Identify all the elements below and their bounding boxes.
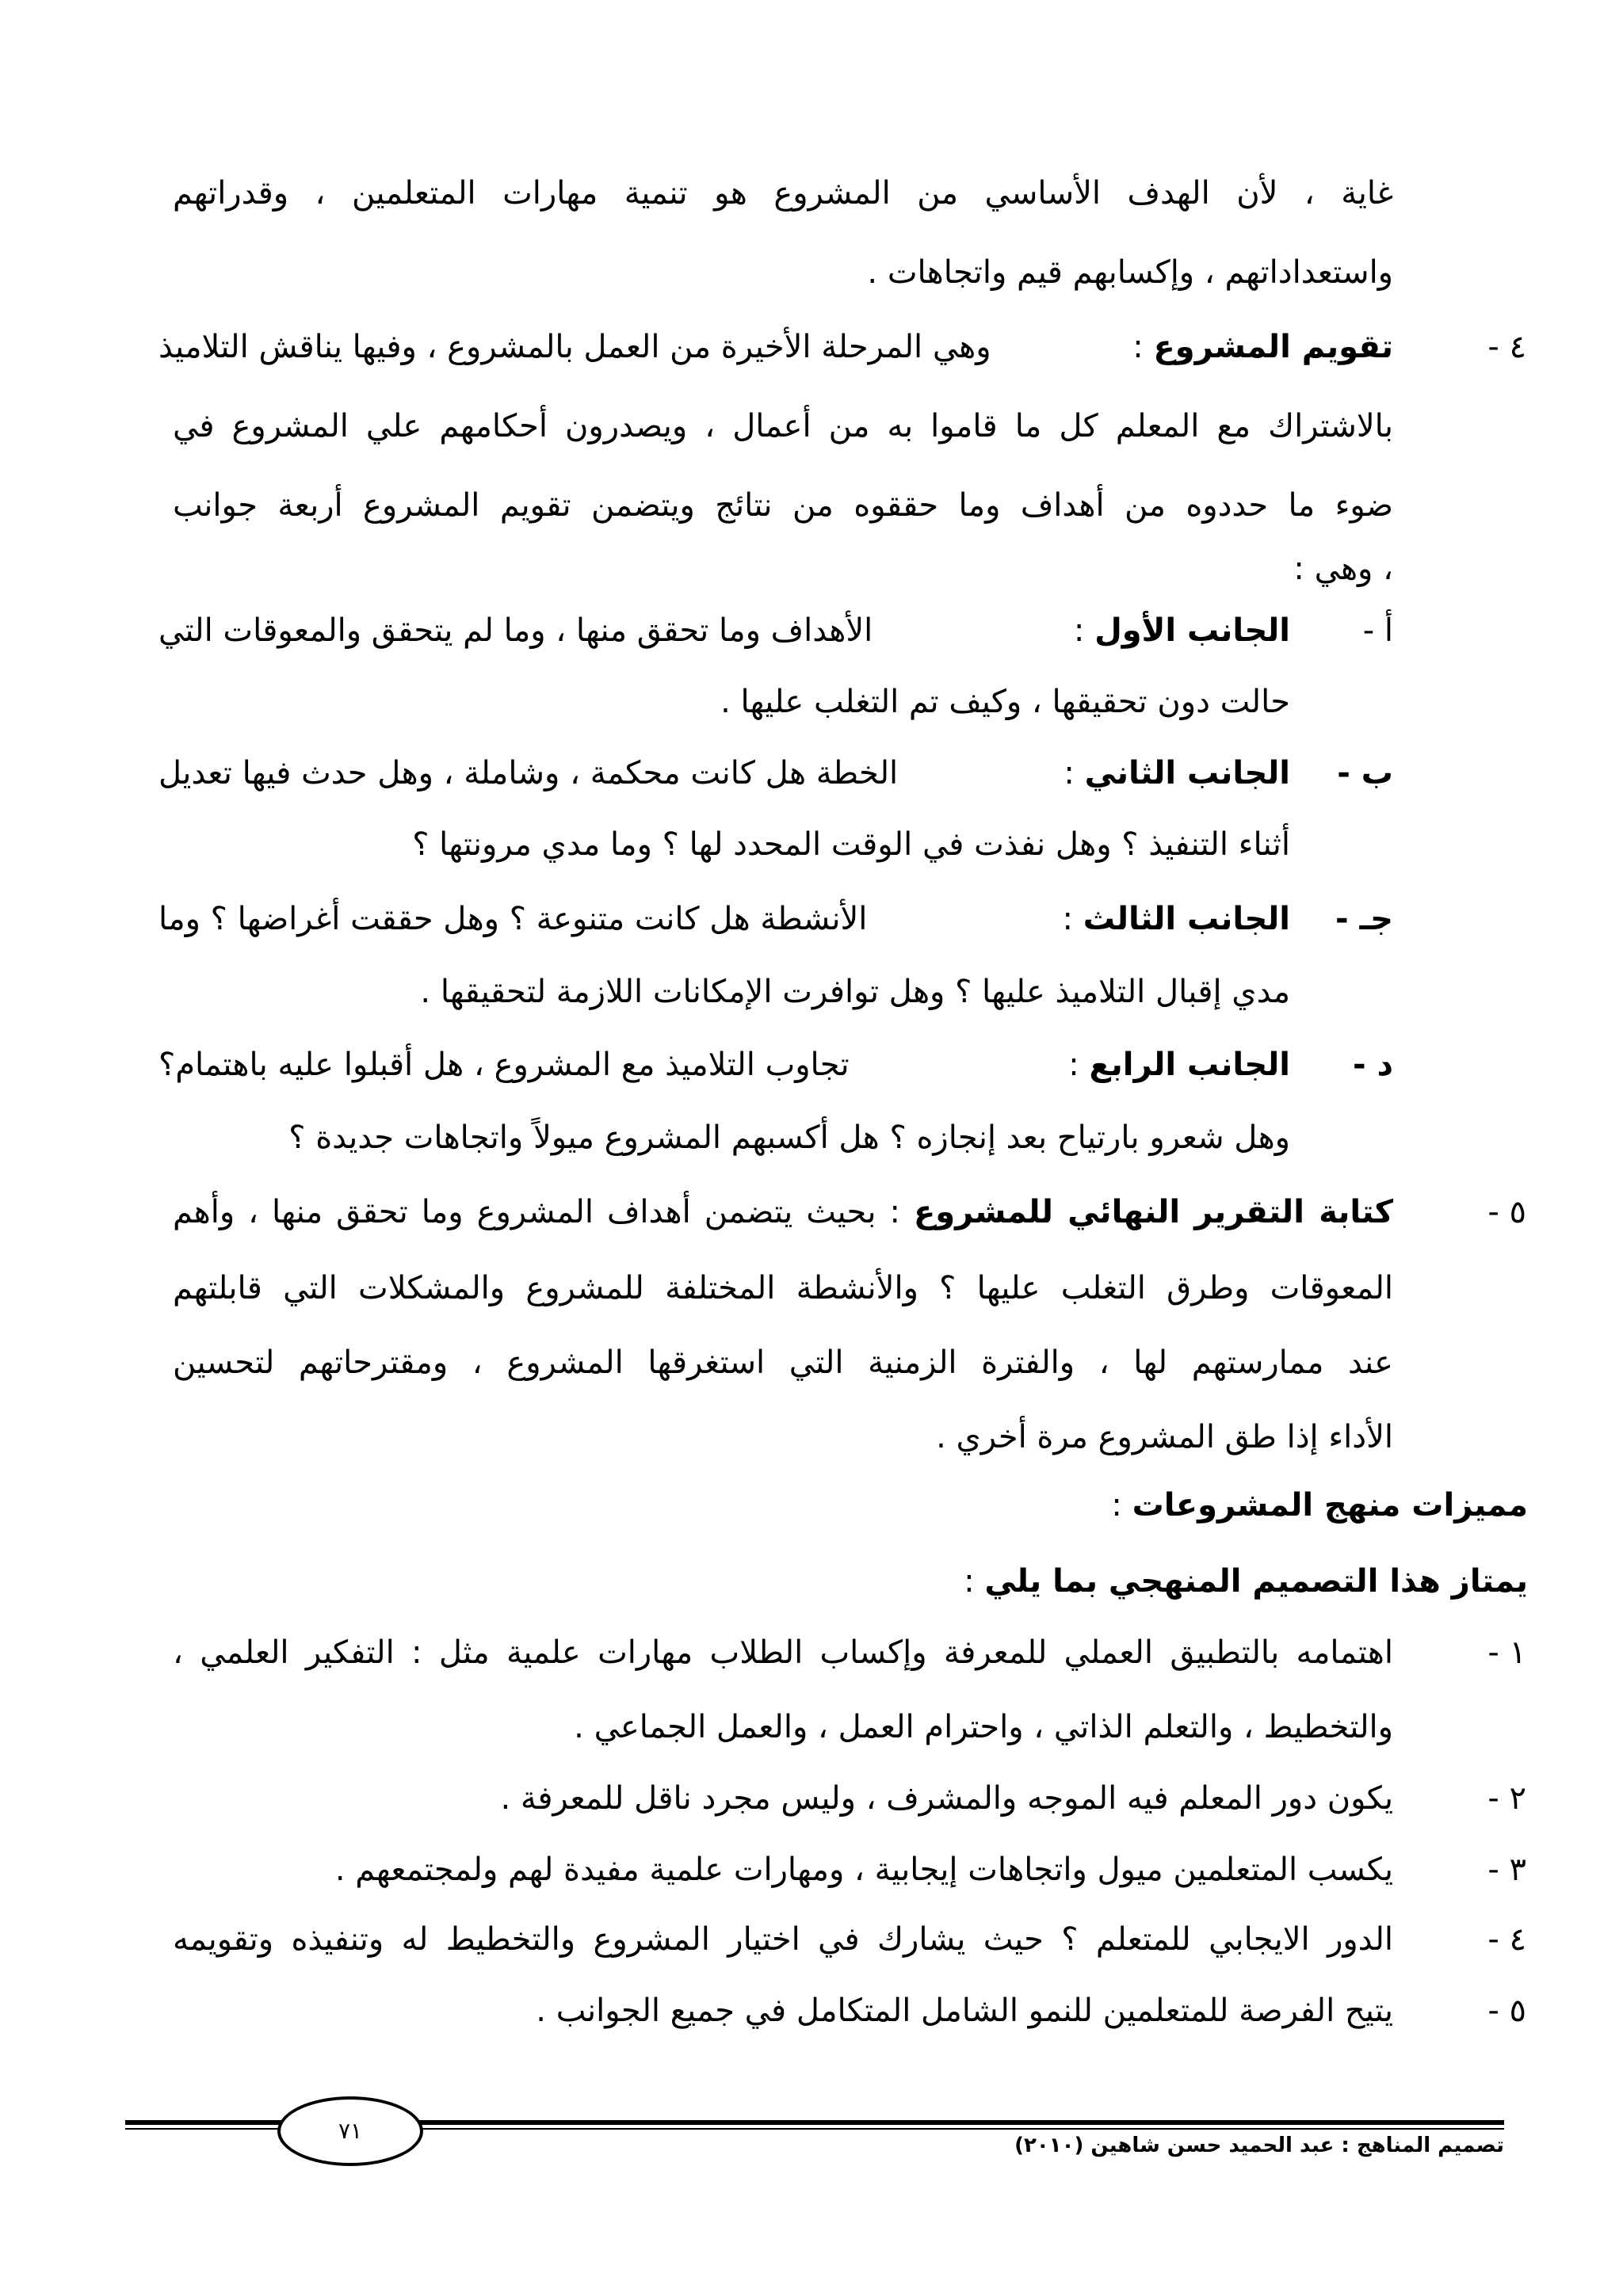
aspect-d-letter: د - <box>1352 1047 1393 1083</box>
step5-number: ٥ - <box>1487 1194 1526 1230</box>
aspect-d-title-text: الجانب الرابع <box>1089 1047 1290 1083</box>
feature-3-line-1: يكسب المتعلمين ميول واتجاهات إيجابية ، ومهارات علمية مفيدة لهم ولمجتمعهم . <box>334 1852 1393 1888</box>
intro-line-2: واستعداداتهم ، وإكسابهم قيم واتجاهات . <box>867 254 1393 291</box>
heading-distinguished-text: يمتاز هذا التصميم المنهجي بما يلي <box>984 1563 1528 1600</box>
step4-title-colon: : <box>1132 329 1154 365</box>
aspect-c-line-2: مدي إقبال التلاميذ عليها ؟ وهل توافرت الإمكانات اللازمة لتحقيقها . <box>420 974 1290 1010</box>
feature-2-line-1: يكون دور المعلم فيه الموجه والمشرف ، وليس مجرد ناقل للمعرفة . <box>500 1780 1393 1817</box>
heading-features-text: مميزات منهج المشروعات <box>1132 1487 1528 1524</box>
heading-features <box>1111 1482 1528 1529</box>
aspect-a-colon: : <box>1073 612 1095 649</box>
feature-1-line-1: اهتمامه بالتطبيق العملي للمعرفة وإكساب الطلاب مهارات علمية مثل : التفكير العلمي ، <box>173 1634 1393 1671</box>
aspect-b-letter: ب - <box>1337 755 1393 791</box>
step5-line-2: المعوقات وطرق التغلب عليها ؟ والأنشطة المختلفة للمشروع والمشكلات التي قابلتهم <box>173 1270 1393 1306</box>
aspect-b-line-1: الخطة هل كانت محكمة ، وشاملة ، وهل حدث فيها تعديل <box>158 755 899 791</box>
feature-1-line-2: والتخطيط ، والتعلم الذاتي ، واحترام العمل ، والعمل الجماعي . <box>574 1709 1393 1745</box>
heading-features-colon: : <box>1111 1487 1132 1524</box>
aspect-a-title-text: الجانب الأول <box>1094 612 1290 649</box>
aspect-b-line-2: أثناء التنفيذ ؟ وهل نفذت في الوقت المحدد لها ؟ وما مدي مرونتها ؟ <box>412 826 1290 863</box>
step4-title <box>1132 323 1393 371</box>
feature-3-number: ٣ - <box>1487 1852 1526 1888</box>
aspect-a-line-1: الأهداف وما تحقق منها ، وما لم يتحقق والمعوقات التي <box>158 612 873 649</box>
step4-line-3: ضوء ما حددوه من أهداف وما حققوه من نتائج ويتضمن تقويم المشروع أربعة جوانب <box>173 487 1393 524</box>
feature-2-number: ٢ - <box>1487 1780 1526 1817</box>
feature-1-number: ١ - <box>1487 1634 1526 1671</box>
aspect-d-line-2: وهل شعرو بارتياح بعد إنجازه ؟ هل أكسبهم المشروع ميولاً واتجاهات جديدة ؟ <box>288 1119 1290 1156</box>
step5-line-1 <box>173 1188 1393 1236</box>
aspect-d-title <box>1068 1041 1290 1089</box>
page-number: ٧١ <box>338 2118 363 2144</box>
aspect-c-colon: : <box>1062 901 1083 937</box>
step4-line-1: وهي المرحلة الأخيرة من العمل بالمشروع ، وفيها يناقش التلاميذ <box>158 329 991 365</box>
footer-citation: تصميم المناهج : عبد الحميد حسن شاهين (٢٠١٠) <box>1014 2134 1504 2157</box>
step5-title: كتابة التقرير النهائي للمشروع <box>913 1194 1393 1230</box>
aspect-d-colon: : <box>1068 1047 1090 1083</box>
feature-4-line-1: الدور الايجابي للمتعلم ؟ حيث يشارك في اختيار المشروع والتخطيط له وتنفيذه وتقويمه <box>173 1921 1393 1958</box>
step4-line-4: ، وهي : <box>1293 551 1393 587</box>
intro-line-1: غاية ، لأن الهدف الأساسي من المشروع هو تنمية مهارات المتعلمين ، وقدراتهم <box>173 175 1393 212</box>
aspect-b-title <box>1064 749 1290 797</box>
aspect-a-line-2: حالت دون تحقيقها ، وكيف تم التغلب عليها . <box>720 684 1290 720</box>
heading-distinguished-colon: : <box>964 1563 985 1600</box>
step4-line-2: بالاشتراك مع المعلم كل ما قاموا به من أعمال ، ويصدرون أحكامهم علي المشروع في <box>173 408 1393 444</box>
step5-line-4: الأداء إذا طق المشروع مرة أخري . <box>936 1419 1393 1455</box>
feature-4-number: ٤ - <box>1487 1921 1526 1958</box>
heading-distinguished <box>964 1558 1528 1605</box>
page-number-oval <box>277 2096 423 2166</box>
feature-5-number: ٥ - <box>1487 1993 1526 2029</box>
aspect-a-letter: أ - <box>1362 612 1393 649</box>
aspect-b-title-text: الجانب الثاني <box>1084 755 1290 791</box>
aspect-a-title <box>1074 607 1290 654</box>
step4-title-text: تقويم المشروع <box>1153 329 1393 365</box>
aspect-c-title-text: الجانب الثالث <box>1083 901 1290 937</box>
step4-number: ٤ - <box>1487 329 1526 365</box>
step5-line-3: عند ممارستهم لها ، والفترة الزمنية التي استغرقها المشروع ، ومقترحاتهم لتحسين <box>173 1344 1393 1381</box>
step5-line-1-rest: : بحيث يتضمن أهداف المشروع وما تحقق منها ، وأهم <box>173 1194 914 1230</box>
aspect-d-line-1: تجاوب التلاميذ مع المشروع ، هل أقبلوا عليه باهتمام؟ <box>158 1047 850 1083</box>
feature-5-line-1: يتيح الفرصة للمتعلمين للنمو الشامل المتكامل في جميع الجوانب . <box>536 1993 1393 2029</box>
aspect-c-title <box>1062 895 1290 943</box>
aspect-c-line-1: الأنشطة هل كانت متنوعة ؟ وهل حققت أغراضها ؟ وما <box>158 901 868 937</box>
aspect-c-letter: جـ - <box>1335 901 1393 937</box>
aspect-b-colon: : <box>1064 755 1085 791</box>
